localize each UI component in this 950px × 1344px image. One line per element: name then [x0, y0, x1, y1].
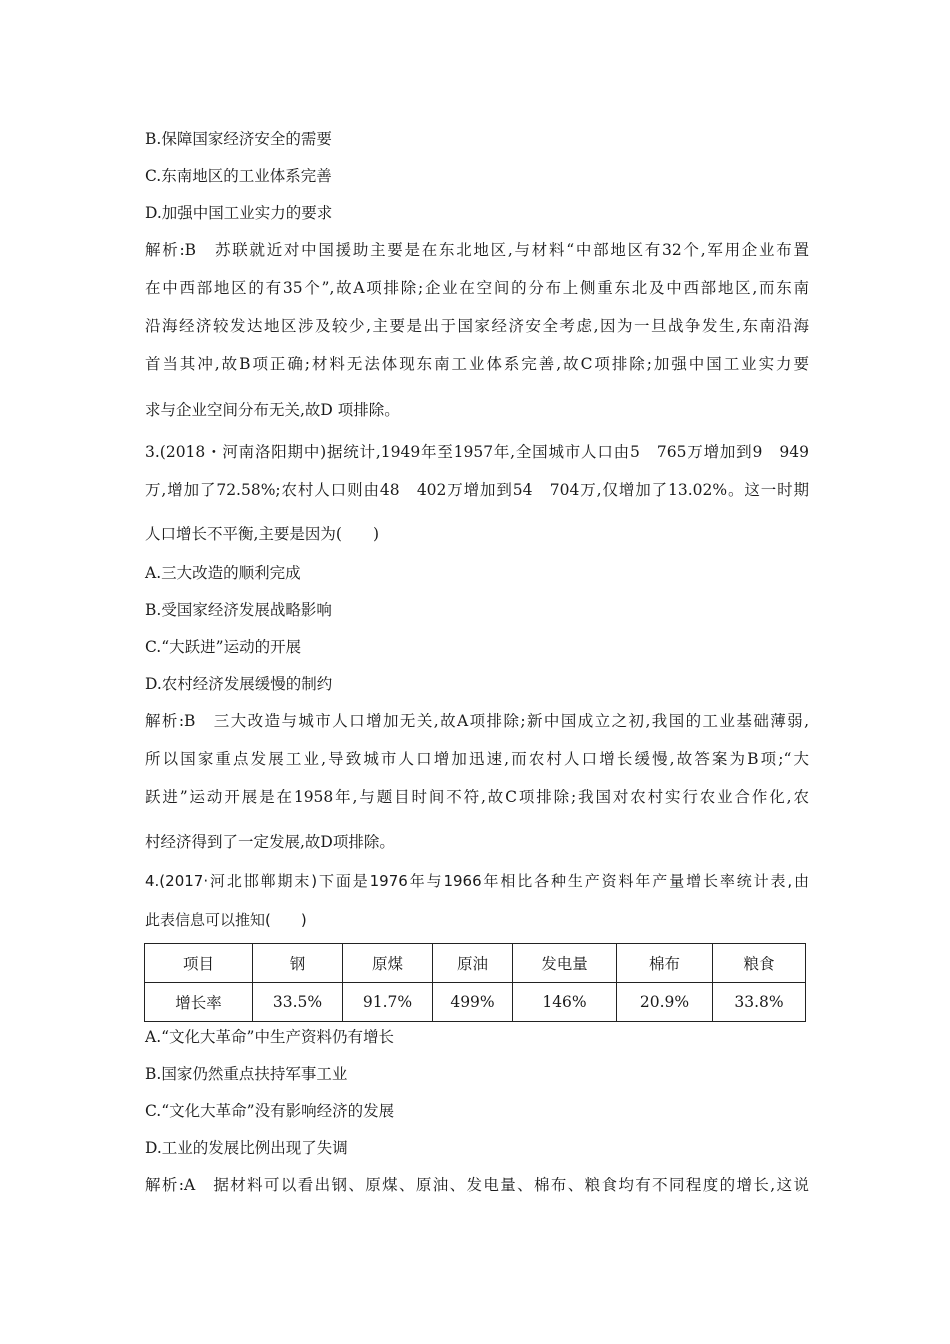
table-header-cell: 粮食	[713, 944, 806, 983]
analysis-line: 解析:B 三大改造与城市人口增加无关,故A项排除;新中国成立之初,我国的工业基础薄弱,	[145, 712, 809, 730]
option-b: B.受国家经济发展战略影响	[145, 601, 332, 619]
option-a: A.“文化大革命”中生产资料仍有增长	[145, 1028, 394, 1046]
table-header-cell: 原煤	[343, 944, 433, 983]
option-b: B.国家仍然重点扶持军事工业	[145, 1065, 348, 1083]
option-b: B.保障国家经济安全的需要	[145, 130, 332, 148]
option-d: D.农村经济发展缓慢的制约	[145, 675, 333, 693]
question-stem: 万,增加了72.58%;农村人口则由48 402万增加到54 704万,仅增加了13.02%。这一时期	[145, 481, 809, 499]
table-cell: 33.5%	[253, 983, 343, 1022]
analysis-line: 解析:B 苏联就近对中国援助主要是在东北地区,与材料“中部地区有32个,军用企业布置	[145, 241, 809, 259]
question-stem: 人口增长不平衡,主要是因为( )	[145, 525, 380, 543]
option-d: D.加强中国工业实力的要求	[145, 204, 333, 222]
growth-rate-table	[144, 943, 806, 1022]
option-c: C.“大跃进”运动的开展	[145, 638, 302, 656]
analysis-line: 所以国家重点发展工业,导致城市人口增加迅速,而农村人口增长缓慢,故答案为B项;“大	[145, 750, 809, 768]
table-cell: 91.7%	[343, 983, 433, 1022]
table-cell: 499%	[433, 983, 513, 1022]
table-cell: 20.9%	[617, 983, 713, 1022]
analysis-line: 首当其冲,故B项正确;材料无法体现东南工业体系完善,故C项排除;加强中国工业实力要	[145, 355, 809, 373]
table-cell: 33.8%	[713, 983, 806, 1022]
table-header-row	[145, 944, 806, 983]
analysis-line: 解析:A 据材料可以看出钢、原煤、原油、发电量、棉布、粮食均有不同程度的增长,这说	[145, 1176, 809, 1194]
question-stem: 3.(2018・河南洛阳期中)据统计,1949年至1957年,全国城市人口由5 765万增加到9 949	[145, 443, 809, 461]
option-a: A.三大改造的顺利完成	[145, 564, 301, 582]
table-cell: 146%	[513, 983, 617, 1022]
analysis-line: 跃进”运动开展是在1958年,与题目时间不符,故C项排除;我国对农村实行农业合作化,农	[145, 788, 809, 806]
table-row	[145, 983, 806, 1022]
analysis-line: 在中西部地区的有35个”,故A项排除;企业在空间的分布上侧重东北及中西部地区,而东南	[145, 279, 809, 297]
question-stem: 此表信息可以推知( )	[145, 911, 307, 929]
table-header-cell: 原油	[433, 944, 513, 983]
option-c: C.东南地区的工业体系完善	[145, 167, 332, 185]
analysis-line: 沿海经济较发达地区涉及较少,主要是出于国家经济安全考虑,因为一旦战争发生,东南沿海	[145, 317, 809, 335]
table-cell: 增长率	[145, 983, 253, 1022]
analysis-line: 村经济得到了一定发展,故D项排除。	[145, 833, 395, 851]
table-header-cell: 钢	[253, 944, 343, 983]
question-stem: 4.(2017·河北邯郸期末)下面是1976年与1966年相比各种生产资料年产量增长率统计表,由	[145, 872, 809, 890]
option-d: D.工业的发展比例出现了失调	[145, 1139, 348, 1157]
table-header-cell: 发电量	[513, 944, 617, 983]
table-header-cell: 棉布	[617, 944, 713, 983]
analysis-line: 求与企业空间分布无关,故D 项排除。	[145, 401, 400, 419]
table-header-cell: 项目	[145, 944, 253, 983]
option-c: C.“文化大革命”没有影响经济的发展	[145, 1102, 395, 1120]
